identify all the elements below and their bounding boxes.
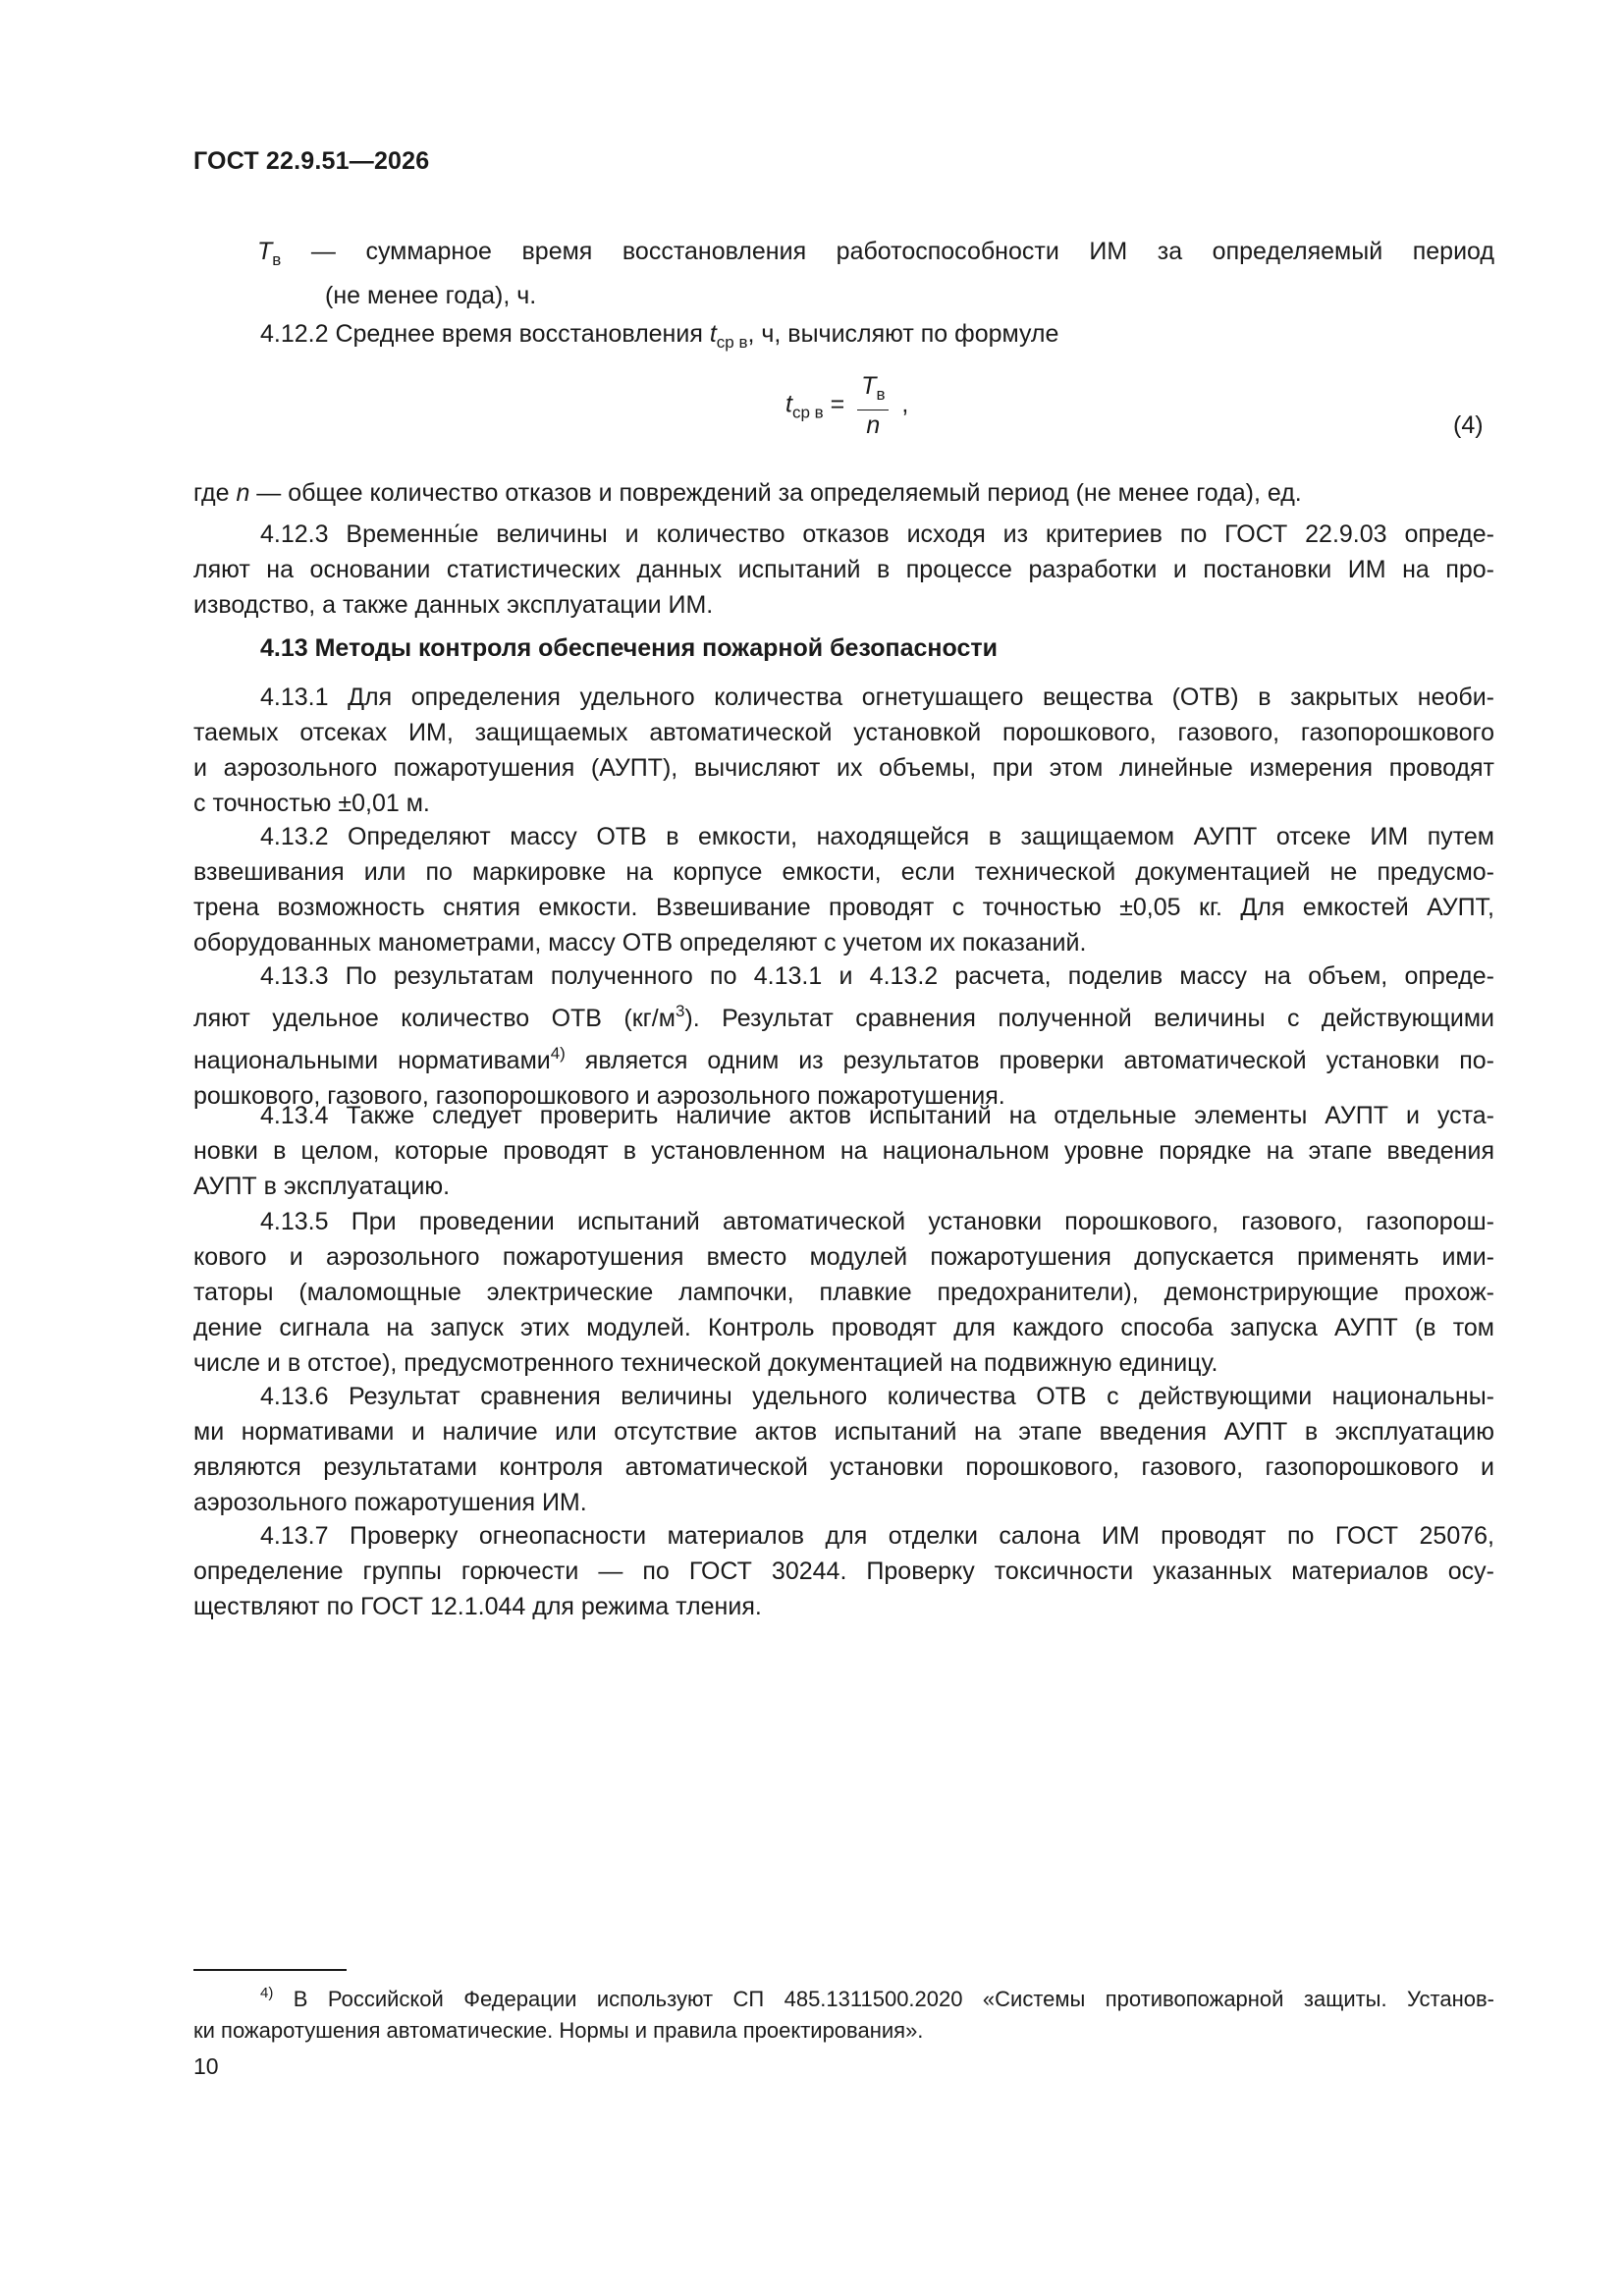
p4133-line1: 4.13.3 По результатам полученного по 4.13.1 и 4.13.2 расчета, поделив массу на объем, опреде- [260, 962, 1494, 990]
p4132-line2: взвешивания или по маркировке на корпусе емкости, если технической документацией не предусмо- [193, 858, 1494, 886]
p4122-var: t [709, 320, 717, 348]
p4134-line1: 4.13.4 Также следует проверить наличие актов испытаний на отдельные элементы АУПТ и уста- [260, 1102, 1494, 1129]
p4122-var-sub: ср в [716, 333, 748, 352]
p4137-line2: определение группы горючести — по ГОСТ 30244. Проверку токсичности указанных материалов осу- [193, 1558, 1494, 1585]
p4136-line2: ми нормативами и наличие или отсутствие актов испытаний на этапе введения АУПТ в эксплуатацию [193, 1418, 1494, 1446]
formula-fraction [857, 371, 889, 440]
p4131-line2: таемых отсеках ИМ, защищаемых автоматической установкой порошкового, газового, газопорошкового [193, 719, 1494, 746]
standard-code-header: ГОСТ 22.9.51—2026 [193, 147, 430, 175]
p4136-line3: являются результатами контроля автоматической установки порошкового, газового, газопорошкового и [193, 1453, 1494, 1481]
footnote-separator [193, 1969, 347, 1971]
p4135-line2: кового и аэрозольного пожаротушения вместо модулей пожаротушения допускается применять ими- [193, 1243, 1494, 1271]
where-text: — общее количество отказов и повреждений за определяемый период (не менее года), ед. [249, 479, 1302, 507]
p4131-line1: 4.13.1 Для определения удельного количества огнетушащего вещества (ОТВ) в закрытых необи- [260, 683, 1494, 711]
footnote-line1-text: В Российской Федерации используют СП 485.1311500.2020 «Системы противопожарной защиты. Установ- [273, 1987, 1494, 2011]
p4133-line4: рошкового, газового, газопорошкового и аэрозольного пожаротушения. [193, 1082, 1005, 1110]
where-prefix: где [193, 479, 237, 507]
p4123-line2: ляют на основании статистических данных испытаний в процессе разработки и постановки ИМ на про- [193, 556, 1494, 583]
footnote-marker: 4) [260, 1985, 274, 2001]
p4137-line1: 4.13.7 Проверку огнеопасности материалов для отделки салона ИМ проводят по ГОСТ 25076, [260, 1522, 1494, 1550]
p4134-line2: новки в целом, которые проводят в установленном на национальном уровне порядке на этапе введения [193, 1137, 1494, 1165]
footnote-line1 [193, 1978, 1494, 2015]
p4122-suffix: , ч, вычисляют по формуле [747, 320, 1059, 348]
paragraph-4-13-5 [193, 1204, 1494, 1381]
definition-tv-text: — суммарное время восстановления работоспособности ИМ за определяемый период [281, 238, 1494, 265]
p4132-line1: 4.13.2 Определяют массу ОТВ в емкости, находящейся в защищаемом АУПТ отсеке ИМ путем [260, 823, 1494, 850]
p4136-line1: 4.13.6 Результат сравнения величины удельного количества ОТВ с действующими национальны- [260, 1383, 1494, 1410]
paragraph-4-12-3 [193, 517, 1494, 623]
p4132-line3: трена возможность снятия емкости. Взвешивание проводят с точностью ±0,05 кг. Для емкостей АУПТ, [193, 894, 1494, 921]
definition-tv [257, 234, 1494, 313]
p4135-line5: числе и в отстое), предусмотренного технической документацией на подвижную единицу. [193, 1349, 1218, 1377]
p4133-line2b: ). Результат сравнения полученной величины с действующими [684, 1005, 1495, 1032]
p4135-line1: 4.13.5 При проведении испытаний автоматической установки порошкового, газового, газопорош- [260, 1208, 1494, 1235]
footnote-4 [193, 1978, 1494, 2047]
formula-num-sub: в [876, 385, 886, 404]
p4131-line3: и аэрозольного пожаротушения (АУПТ), вычисляют их объемы, при этом линейные измерения проводят [193, 754, 1494, 782]
where-n [193, 475, 1494, 511]
section-title-4-13: 4.13 Методы контроля обеспечения пожарной безопасности [260, 634, 998, 662]
p4133-line3b: является одним из результатов проверки автоматической установки по- [565, 1047, 1494, 1074]
p4123-line1: 4.12.3 Временны́е величины и количество отказов исходя из критериев по ГОСТ 22.9.03 опреде- [260, 520, 1494, 548]
paragraph-4-13-7 [193, 1518, 1494, 1624]
p4133-line2 [193, 994, 1494, 1036]
p4132-line4: оборудованных манометрами, массу ОТВ определяют с учетом их показаний. [193, 929, 1087, 957]
formula-4 [785, 371, 908, 440]
p4133-line3 [193, 1036, 1494, 1078]
formula-denominator: n [866, 411, 881, 439]
paragraph-4-13-2 [193, 819, 1494, 960]
page-number: 10 [193, 2053, 219, 2079]
paragraph-4-13-3 [193, 958, 1494, 1114]
where-var: n [236, 479, 250, 507]
formula-eq: = [823, 390, 852, 418]
p4133-line2a: ляют удельное количество ОТВ (кг/м [193, 1005, 676, 1032]
formula-num-var: T [861, 372, 877, 400]
paragraph-4-13-6 [193, 1379, 1494, 1520]
p4133-line3a: национальными нормативами [193, 1047, 551, 1074]
p4133-line2-sup: 3 [675, 1002, 685, 1020]
footnote-ref-4[interactable]: 4) [550, 1044, 566, 1063]
p4131-line4: с точностью ±0,01 м. [193, 790, 430, 817]
paragraph-4-13-1 [193, 680, 1494, 821]
definition-tv-line1 [257, 234, 1494, 278]
formula-lhs: t [785, 390, 792, 418]
p4135-line4: дение сигнала на запуск этих модулей. Контроль проводят для каждого способа запуска АУПТ (в том [193, 1314, 1494, 1341]
p4135-line3: таторы (маломощные электрические лампочки, плавкие предохранители), демонстрирующие прохож- [193, 1279, 1494, 1306]
p4137-line3: ществляют по ГОСТ 12.1.044 для режима тления. [193, 1593, 762, 1620]
formula-tail: , [894, 390, 909, 418]
definition-tv-line2: (не менее года), ч. [325, 282, 537, 309]
p4136-line4: аэрозольного пожаротушения ИМ. [193, 1489, 587, 1516]
formula-lhs-sub: ср в [791, 403, 824, 422]
paragraph-4-12-2 [193, 316, 1561, 360]
equation-number: (4) [1453, 411, 1484, 439]
p4134-line3: АУПТ в эксплуатацию. [193, 1173, 451, 1200]
p4123-line3: изводство, а также данных эксплуатации ИМ. [193, 591, 714, 619]
symbol-t-sub: в [272, 250, 282, 269]
p4122-prefix: 4.12.2 Среднее время восстановления [260, 320, 710, 348]
symbol-t: T [257, 238, 273, 265]
paragraph-4-13-4 [193, 1098, 1494, 1204]
formula-numerator [857, 371, 889, 410]
footnote-line2: ки пожаротушения автоматические. Нормы и правила проектирования». [193, 2018, 924, 2043]
